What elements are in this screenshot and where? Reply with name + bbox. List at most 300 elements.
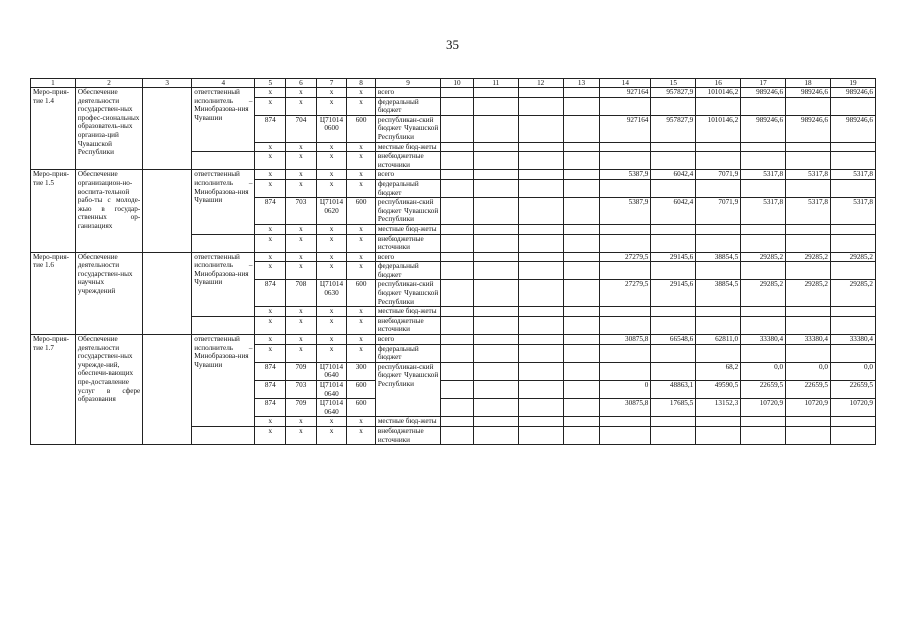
empty-cell-3 [143, 335, 192, 445]
cell-funding-source: местные бюд-жеты [375, 142, 440, 152]
cell-grbs: 874 [255, 280, 286, 307]
cell-value-14 [600, 142, 651, 152]
cell-col10 [441, 97, 474, 115]
cell-csr: x [316, 97, 347, 115]
cell-value-18: 989246,6 [786, 115, 831, 142]
cell-vr: x [347, 307, 376, 317]
cell-funding-source: республикан-ский бюджет Чувашской Республики [375, 362, 440, 417]
cell-grbs: x [255, 88, 286, 98]
cell-value-19: 5317,8 [830, 198, 875, 225]
cell-funding-source: республикан-ский бюджет Чувашской Республики [375, 198, 440, 225]
cell-col11 [473, 97, 518, 115]
column-number-16: 16 [696, 79, 741, 88]
cell-col13 [563, 362, 600, 380]
cell-col13 [563, 335, 600, 345]
cell-value-19: 22659,5 [830, 381, 875, 399]
cell-value-18 [786, 316, 831, 334]
cell-value-14: 927164 [600, 88, 651, 98]
event-executor: ответственный исполнитель – Минобразова-ния Чувашии [192, 88, 255, 152]
cell-col12 [518, 417, 563, 427]
cell-col10 [441, 170, 474, 180]
cell-value-19: 33380,4 [830, 335, 875, 345]
cell-value-14: 5387,9 [600, 198, 651, 225]
cell-rzpr: x [286, 262, 317, 280]
cell-col10 [441, 344, 474, 362]
column-number-14: 14 [600, 79, 651, 88]
cell-col11 [473, 170, 518, 180]
cell-value-17: 29285,2 [741, 252, 786, 262]
cell-value-17: 10720,9 [741, 399, 786, 417]
cell-value-17: 989246,6 [741, 88, 786, 98]
budget-table [30, 78, 876, 445]
cell-col13 [563, 399, 600, 417]
cell-rzpr: x [286, 97, 317, 115]
empty-executor-cell [192, 234, 255, 252]
cell-value-16: 1010146,2 [696, 115, 741, 142]
cell-col12 [518, 198, 563, 225]
column-number-2: 2 [75, 79, 142, 88]
cell-value-15 [651, 179, 696, 197]
event-label: Меро-прия-тие 1.4 [31, 88, 76, 170]
table-row [31, 88, 876, 98]
cell-col11 [473, 417, 518, 427]
cell-grbs: x [255, 152, 286, 170]
cell-col13 [563, 115, 600, 142]
cell-vr: x [347, 142, 376, 152]
cell-value-18: 29285,2 [786, 280, 831, 307]
cell-value-15 [651, 152, 696, 170]
cell-value-17: 22659,5 [741, 381, 786, 399]
cell-col11 [473, 224, 518, 234]
cell-col12 [518, 152, 563, 170]
event-title: Обеспечение деятельности государствен-ных научных учреждений [75, 252, 142, 334]
cell-col11 [473, 252, 518, 262]
cell-col12 [518, 142, 563, 152]
cell-value-16: 1010146,2 [696, 88, 741, 98]
cell-rzpr: 704 [286, 115, 317, 142]
cell-col11 [473, 307, 518, 317]
cell-col12 [518, 224, 563, 234]
cell-value-17: 5317,8 [741, 198, 786, 225]
cell-value-17: 29285,2 [741, 280, 786, 307]
cell-rzpr: x [286, 152, 317, 170]
cell-value-17 [741, 344, 786, 362]
cell-vr: 600 [347, 280, 376, 307]
cell-rzpr: x [286, 142, 317, 152]
cell-value-15: 29145,6 [651, 280, 696, 307]
cell-vr: x [347, 97, 376, 115]
cell-col12 [518, 344, 563, 362]
cell-value-18 [786, 179, 831, 197]
cell-value-18 [786, 142, 831, 152]
cell-csr: x [316, 224, 347, 234]
cell-value-16 [696, 426, 741, 444]
cell-col13 [563, 152, 600, 170]
cell-col12 [518, 381, 563, 399]
cell-value-14 [600, 316, 651, 334]
table-row [31, 252, 876, 262]
cell-value-16: 38854,5 [696, 280, 741, 307]
cell-value-19 [830, 152, 875, 170]
event-executor: ответственный исполнитель – Минобразова-ния Чувашии [192, 170, 255, 234]
cell-col13 [563, 262, 600, 280]
column-number-7: 7 [316, 79, 347, 88]
cell-grbs: x [255, 335, 286, 345]
cell-vr: x [347, 252, 376, 262]
cell-col13 [563, 344, 600, 362]
cell-col10 [441, 307, 474, 317]
cell-value-17 [741, 224, 786, 234]
cell-col13 [563, 234, 600, 252]
cell-vr: x [347, 179, 376, 197]
cell-funding-source: всего [375, 335, 440, 345]
cell-csr: x [316, 179, 347, 197]
cell-col10 [441, 381, 474, 399]
cell-rzpr: x [286, 344, 317, 362]
cell-value-17 [741, 234, 786, 252]
cell-grbs: 874 [255, 399, 286, 417]
column-number-row [31, 79, 876, 88]
cell-value-16 [696, 97, 741, 115]
cell-value-15: 6042,4 [651, 170, 696, 180]
cell-rzpr: 709 [286, 399, 317, 417]
cell-col12 [518, 399, 563, 417]
cell-csr: Ц71014 0640 [316, 399, 347, 417]
cell-value-19 [830, 316, 875, 334]
cell-value-18: 10720,9 [786, 399, 831, 417]
cell-value-16 [696, 307, 741, 317]
cell-value-16: 13152,3 [696, 399, 741, 417]
cell-csr: Ц71014 0640 [316, 381, 347, 399]
cell-col13 [563, 307, 600, 317]
cell-funding-source: федеральный бюджет [375, 179, 440, 197]
cell-value-14 [600, 426, 651, 444]
cell-vr: x [347, 170, 376, 180]
cell-value-17: 5317,8 [741, 170, 786, 180]
cell-col13 [563, 142, 600, 152]
cell-vr: x [347, 88, 376, 98]
cell-funding-source: всего [375, 170, 440, 180]
cell-value-14: 927164 [600, 115, 651, 142]
cell-csr: x [316, 335, 347, 345]
cell-value-14 [600, 152, 651, 170]
cell-vr: x [347, 344, 376, 362]
cell-col11 [473, 198, 518, 225]
cell-rzpr: 703 [286, 381, 317, 399]
cell-value-15: 29145,6 [651, 252, 696, 262]
cell-vr: x [347, 426, 376, 444]
cell-col11 [473, 262, 518, 280]
cell-col10 [441, 316, 474, 334]
cell-vr: x [347, 335, 376, 345]
empty-cell-3 [143, 88, 192, 170]
cell-rzpr: x [286, 335, 317, 345]
cell-value-19 [830, 142, 875, 152]
cell-csr: x [316, 426, 347, 444]
cell-value-15 [651, 316, 696, 334]
cell-value-18 [786, 97, 831, 115]
cell-col11 [473, 426, 518, 444]
cell-col10 [441, 335, 474, 345]
cell-funding-source: внебюджетные источники [375, 316, 440, 334]
cell-value-19 [830, 97, 875, 115]
cell-value-18 [786, 426, 831, 444]
cell-csr: x [316, 152, 347, 170]
cell-grbs: x [255, 417, 286, 427]
cell-value-17 [741, 426, 786, 444]
cell-rzpr: x [286, 88, 317, 98]
cell-vr: 600 [347, 381, 376, 399]
cell-col13 [563, 170, 600, 180]
cell-csr: x [316, 307, 347, 317]
cell-value-19: 0,0 [830, 362, 875, 380]
cell-value-19 [830, 179, 875, 197]
cell-grbs: x [255, 97, 286, 115]
cell-grbs: x [255, 262, 286, 280]
cell-value-16 [696, 179, 741, 197]
cell-value-19 [830, 262, 875, 280]
cell-value-16: 62811,0 [696, 335, 741, 345]
cell-value-16 [696, 316, 741, 334]
cell-vr: x [347, 224, 376, 234]
cell-value-15: 66548,6 [651, 335, 696, 345]
cell-value-16 [696, 224, 741, 234]
cell-col11 [473, 399, 518, 417]
cell-value-15 [651, 234, 696, 252]
cell-value-17 [741, 316, 786, 334]
cell-grbs: x [255, 170, 286, 180]
cell-value-16 [696, 234, 741, 252]
cell-funding-source: местные бюд-жеты [375, 417, 440, 427]
cell-value-18: 22659,5 [786, 381, 831, 399]
cell-col12 [518, 362, 563, 380]
cell-grbs: x [255, 344, 286, 362]
cell-col12 [518, 335, 563, 345]
cell-value-19: 10720,9 [830, 399, 875, 417]
cell-value-14 [600, 344, 651, 362]
table-body [31, 79, 876, 445]
cell-value-14 [600, 224, 651, 234]
cell-col10 [441, 417, 474, 427]
cell-value-15 [651, 262, 696, 280]
column-number-6: 6 [286, 79, 317, 88]
cell-value-18: 5317,8 [786, 170, 831, 180]
cell-value-19 [830, 426, 875, 444]
cell-col11 [473, 142, 518, 152]
cell-rzpr: x [286, 426, 317, 444]
cell-col10 [441, 88, 474, 98]
cell-value-15: 17685,5 [651, 399, 696, 417]
cell-value-14: 27279,5 [600, 252, 651, 262]
cell-col12 [518, 280, 563, 307]
cell-value-18 [786, 344, 831, 362]
cell-value-17 [741, 262, 786, 280]
cell-value-14: 30875,8 [600, 335, 651, 345]
cell-value-14: 0 [600, 381, 651, 399]
column-number-8: 8 [347, 79, 376, 88]
cell-value-16 [696, 262, 741, 280]
cell-value-17 [741, 152, 786, 170]
cell-col12 [518, 426, 563, 444]
cell-funding-source: республикан-ский бюджет Чувашской Республики [375, 280, 440, 307]
cell-value-17 [741, 179, 786, 197]
cell-rzpr: x [286, 179, 317, 197]
cell-col11 [473, 316, 518, 334]
cell-rzpr: 709 [286, 362, 317, 380]
cell-value-15 [651, 307, 696, 317]
cell-col12 [518, 88, 563, 98]
table-row [31, 335, 876, 345]
cell-value-18: 989246,6 [786, 88, 831, 98]
cell-grbs: x [255, 307, 286, 317]
cell-vr: x [347, 234, 376, 252]
empty-executor-cell [192, 152, 255, 170]
cell-value-14 [600, 362, 651, 380]
event-executor: ответственный исполнитель – Минобразова-ния Чувашии [192, 335, 255, 427]
cell-value-19: 989246,6 [830, 115, 875, 142]
cell-value-15: 957827,9 [651, 115, 696, 142]
column-number-4: 4 [192, 79, 255, 88]
cell-value-15 [651, 142, 696, 152]
cell-value-19 [830, 224, 875, 234]
cell-value-14 [600, 262, 651, 280]
cell-rzpr: x [286, 252, 317, 262]
cell-value-17 [741, 307, 786, 317]
cell-value-18: 5317,8 [786, 198, 831, 225]
empty-cell-3 [143, 170, 192, 252]
cell-value-19: 989246,6 [830, 88, 875, 98]
cell-col13 [563, 316, 600, 334]
cell-value-14 [600, 179, 651, 197]
cell-vr: x [347, 417, 376, 427]
cell-csr: x [316, 170, 347, 180]
cell-col13 [563, 179, 600, 197]
cell-col13 [563, 198, 600, 225]
cell-value-16: 7071,9 [696, 198, 741, 225]
cell-rzpr: x [286, 234, 317, 252]
cell-funding-source: внебюджетные источники [375, 234, 440, 252]
cell-col13 [563, 252, 600, 262]
cell-vr: x [347, 316, 376, 334]
cell-value-15 [651, 362, 696, 380]
cell-grbs: x [255, 179, 286, 197]
cell-col11 [473, 335, 518, 345]
cell-vr: 600 [347, 399, 376, 417]
cell-col12 [518, 307, 563, 317]
cell-value-19 [830, 307, 875, 317]
cell-value-19: 5317,8 [830, 170, 875, 180]
cell-value-17: 33380,4 [741, 335, 786, 345]
cell-grbs: x [255, 426, 286, 444]
cell-value-16: 68,2 [696, 362, 741, 380]
cell-col13 [563, 417, 600, 427]
cell-csr: x [316, 142, 347, 152]
cell-funding-source: местные бюд-жеты [375, 224, 440, 234]
cell-rzpr: x [286, 170, 317, 180]
cell-col10 [441, 426, 474, 444]
event-label: Меро-прия-тие 1.7 [31, 335, 76, 445]
cell-value-15 [651, 224, 696, 234]
event-label: Меро-прия-тие 1.6 [31, 252, 76, 334]
cell-col13 [563, 381, 600, 399]
cell-value-19: 29285,2 [830, 280, 875, 307]
cell-col11 [473, 381, 518, 399]
cell-vr: 600 [347, 115, 376, 142]
cell-col12 [518, 252, 563, 262]
cell-col13 [563, 97, 600, 115]
cell-grbs: x [255, 224, 286, 234]
cell-csr: Ц71014 0620 [316, 198, 347, 225]
cell-col13 [563, 280, 600, 307]
cell-col10 [441, 262, 474, 280]
cell-col10 [441, 152, 474, 170]
cell-col11 [473, 179, 518, 197]
cell-col10 [441, 198, 474, 225]
cell-value-14 [600, 307, 651, 317]
cell-value-16 [696, 344, 741, 362]
cell-value-18 [786, 262, 831, 280]
cell-value-16: 49590,5 [696, 381, 741, 399]
column-number-1: 1 [31, 79, 76, 88]
cell-funding-source: всего [375, 88, 440, 98]
cell-value-15 [651, 344, 696, 362]
cell-vr: 300 [347, 362, 376, 380]
event-label: Меро-прия-тие 1.5 [31, 170, 76, 252]
cell-value-15: 957827,9 [651, 88, 696, 98]
column-number-18: 18 [786, 79, 831, 88]
cell-value-15 [651, 426, 696, 444]
cell-value-19 [830, 234, 875, 252]
empty-executor-cell [192, 316, 255, 334]
cell-value-17: 989246,6 [741, 115, 786, 142]
cell-col11 [473, 344, 518, 362]
cell-col12 [518, 316, 563, 334]
cell-value-16 [696, 142, 741, 152]
cell-value-14 [600, 417, 651, 427]
column-number-19: 19 [830, 79, 875, 88]
cell-col11 [473, 280, 518, 307]
event-title: Обеспечение организацион-но-воспита-тельной рабо-ты с молоде-жью в государ-ственных ор-ганизациях [75, 170, 142, 252]
column-number-13: 13 [563, 79, 600, 88]
cell-col10 [441, 252, 474, 262]
cell-grbs: x [255, 142, 286, 152]
cell-value-18: 29285,2 [786, 252, 831, 262]
cell-rzpr: x [286, 307, 317, 317]
cell-col11 [473, 152, 518, 170]
cell-grbs: x [255, 316, 286, 334]
cell-value-16 [696, 417, 741, 427]
cell-value-18 [786, 152, 831, 170]
cell-rzpr: x [286, 417, 317, 427]
cell-csr: Ц71014 0630 [316, 280, 347, 307]
column-number-3: 3 [143, 79, 192, 88]
cell-csr: x [316, 262, 347, 280]
cell-funding-source: республикан-ский бюджет Чувашской Республики [375, 115, 440, 142]
page-number: 35 [446, 37, 459, 52]
column-number-5: 5 [255, 79, 286, 88]
cell-value-17: 0,0 [741, 362, 786, 380]
cell-value-18 [786, 224, 831, 234]
cell-col10 [441, 142, 474, 152]
cell-rzpr: 703 [286, 198, 317, 225]
cell-vr: x [347, 152, 376, 170]
cell-csr: x [316, 234, 347, 252]
cell-csr: x [316, 417, 347, 427]
cell-csr: Ц71014 0640 [316, 362, 347, 380]
cell-csr: x [316, 344, 347, 362]
cell-grbs: x [255, 234, 286, 252]
cell-grbs: 874 [255, 198, 286, 225]
